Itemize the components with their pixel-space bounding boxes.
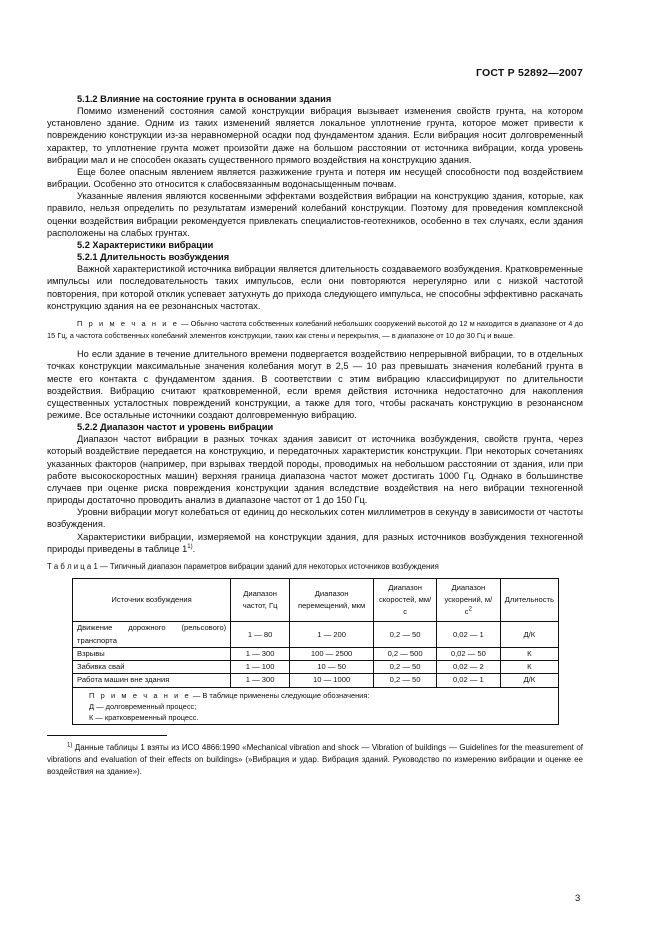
paragraph: Помимо изменений состояния самой конструкции вибрация вызывает изменения свойств грунта, на котором установлено здание. Одним из таких изменений является локальное уплотнение грунта, которое может привести к повреждению конструкции из-за неравномерной осадки под фундаментом здания. Если вибрация носит долговременный характер, то уплотнение грунта может произойти даже на большом расстоянии от источника вибрации, когда уровень вибрации мал и не способен оказать существенного прямого воздействия на конструкцию здания. [47,106,583,165]
table-header-row [73,578,559,622]
cell-disp: 10 — 1000 [290,674,374,687]
paragraph: Важной характеристикой источника вибрации является длительность создаваемого возбуждения. Кратковременные импульсы или последовательность таких импульсов, если они повторяются нерегулярно или с низкой частотой повторения, при которой отклик успевает затухнуть до прихода следующего импульса, не способны эффективно раскачать конструкцию здания на ее резонансных частотах. [47,264,583,311]
heading-5-2-2: 5.2.2 Диапазон частот и уровень вибрации [77,422,274,433]
standard-header: ГОСТ Р 52892—2007 [475,67,583,79]
header-acc-text: Диапазон ускорений, м/с [444,582,493,617]
cell-disp: 100 — 2500 [290,647,374,660]
table-note-d: Д — долговременный процесс; [89,701,197,711]
cell-source: Движение дорожного (рельсового) транспорта [73,622,231,647]
table-note [73,687,559,725]
table-caption [47,562,583,572]
table-row [73,647,559,660]
cell-source: Работа машин вне здания [73,674,231,687]
cell-vel: 0,2 — 500 [374,647,437,660]
footnote-separator [47,735,167,736]
note-5-2-1 [47,318,583,342]
paragraph-end: . [192,543,196,554]
cell-vel: 0,2 — 50 [374,661,437,674]
cell-acc: 0,02 — 1 [436,622,500,647]
paragraph: Указанные явления являются косвенными эффектами воздействия вибрации на конструкцию здания, которые, как правило, нельзя определить по результатам измерений колебаний конструкции. Поэтому для проведения комплексной оценки воздействия вибрации рекомендуется привлекать специалистов-геотехников, особенно в тех случаях, если здания расположены на слабых грунтах. [47,191,583,238]
table-caption-text: 1 — Типичный диапазон параметров вибрации зданий для некоторых источников возбуждения [91,561,439,571]
paragraph: Уровни вибрации могут колебаться от единиц до нескольких сотен миллиметров в секунду в зависимости от частоты возбуждения. [47,507,583,530]
paragraph [47,531,583,555]
table-note-intro [79,690,552,701]
heading-5-1-2: 5.1.2 Влияние на состояние грунта в основании здания [77,94,332,104]
note-text: — Обычно частота собственных колебаний небольших сооружений высотой до 12 м находится в диапазоне от 4 до 15 Гц, а частота собственных колебаний элементов конструкции, таких как стены и перекрытия, — в диапазоне от 10 до 30 Гц и выше. [47,318,583,341]
cell-dur: Д/К [500,674,558,687]
cell-vel: 0,2 — 50 [374,622,437,647]
cell-vel: 0,2 — 50 [374,674,437,687]
footnote-text: Данные таблицы 1 взяты из ИСО 4866:1990 «Mechanical vibration and shock — Vibration of buildings — Guidelines for the measurement of vibrations and evaluation of their effects on buildings» (»Вибрация и удар. Вибрация зданий. Руководство по измерению вибрации и оценке ее воздействия на здание»). [47,743,583,777]
cell-acc: 0,02 — 50 [436,647,500,660]
header-freq: Диапазон частот, Гц [231,578,290,622]
footnote-ref[interactable]: 1) [187,543,193,550]
cell-dur: К [500,647,558,660]
page-number: 3 [575,893,581,904]
table-row [73,661,559,674]
header-vel: Диапазон скоростей, мм/с [374,578,437,622]
paragraph-text: Характеристики вибрации, измеряемой на конструкции здания, для разных источников возбуждения техногенной природы приведены в таблице 1 [47,531,583,554]
cell-disp: 10 — 50 [290,661,374,674]
cell-freq: 1 — 300 [231,674,290,687]
table-note-intro-text: — В таблице применены следующие обозначения: [190,690,370,700]
header-dur: Длительность [500,578,558,622]
footnote [47,742,583,778]
cell-acc: 0,02 — 2 [436,661,500,674]
footnote-mark: 1) [67,742,73,749]
document-body [47,93,583,778]
cell-freq: 1 — 300 [231,647,290,660]
paragraph: Диапазон частот вибрации в разных точках здания зависит от источника возбуждения, свойств грунта, через который воздействие передается на конструкцию, и передаточных характеристик конструкции. При некоторых сочетаниях указанных факторов (например, при взрывах твердой породы, проводимых на небольшом расстоянии от здания, или при работе высокоскоростных машин) верхняя граница диапазона частот может достигать 1000 Гц. Однако в большинстве случаев при оценке риска повреждения конструкции здания вследствие воздействия на него вибрации техногенной природы достаточно проводить анализ в диапазоне частот от 1 до 150 Гц. [47,434,583,506]
note-label: П р и м е ч а н и е [77,318,179,328]
vibration-table [72,578,559,725]
header-disp: Диапазон перемещений, мкм [290,578,374,622]
header-acc [436,578,500,622]
table-note-label: П р и м е ч а н и е [89,690,191,700]
cell-acc: 0,02 — 1 [436,674,500,687]
cell-dur: Д/К [500,622,558,647]
paragraph: Еще более опасным явлением является разжижение грунта и потеря им несущей способности под воздействием вибрации. Особенно это относится к слабосвязанным водонасыщенным почвам. [47,166,583,190]
cell-freq: 1 — 100 [231,661,290,674]
table-note-row [73,687,559,725]
cell-freq: 1 — 80 [231,622,290,647]
heading-5-2-1: 5.2.1 Длительность возбуждения [77,252,230,263]
table-caption-label: Т а б л и ц а [47,561,92,571]
paragraph: Но если здание в течение длительного времени подвергается воздействию непрерывной вибрации, то в отдельных точках конструкции максимальные значения колебания могут в 2,5 — 10 раз превышать значения колебаний грунта в месте его контакта с фундаментом здания. В соответствии с этим вибрацию классифицируют по длительности воздействия. Вибрацию считают кратковременной, если время действия источника недостаточно для накопления существенных усталостных повреждений конструкции, а также для того, чтобы раскачать конструкцию в резонансном режиме. Все остальные источники создают долговременную вибрацию. [47,349,583,420]
table-row [73,674,559,687]
header-acc-sup: 2 [468,606,472,613]
cell-source: Взрывы [73,647,231,660]
cell-disp: 1 — 200 [290,622,374,647]
table-row [73,622,559,647]
cell-dur: К [500,661,558,674]
table-note-k: К — кратковременный процесс. [89,712,199,722]
cell-source: Забивка свай [73,661,231,674]
heading-5-2: 5.2 Характеристики вибрации [77,239,214,250]
header-source: Источник возбуждения [73,578,231,622]
